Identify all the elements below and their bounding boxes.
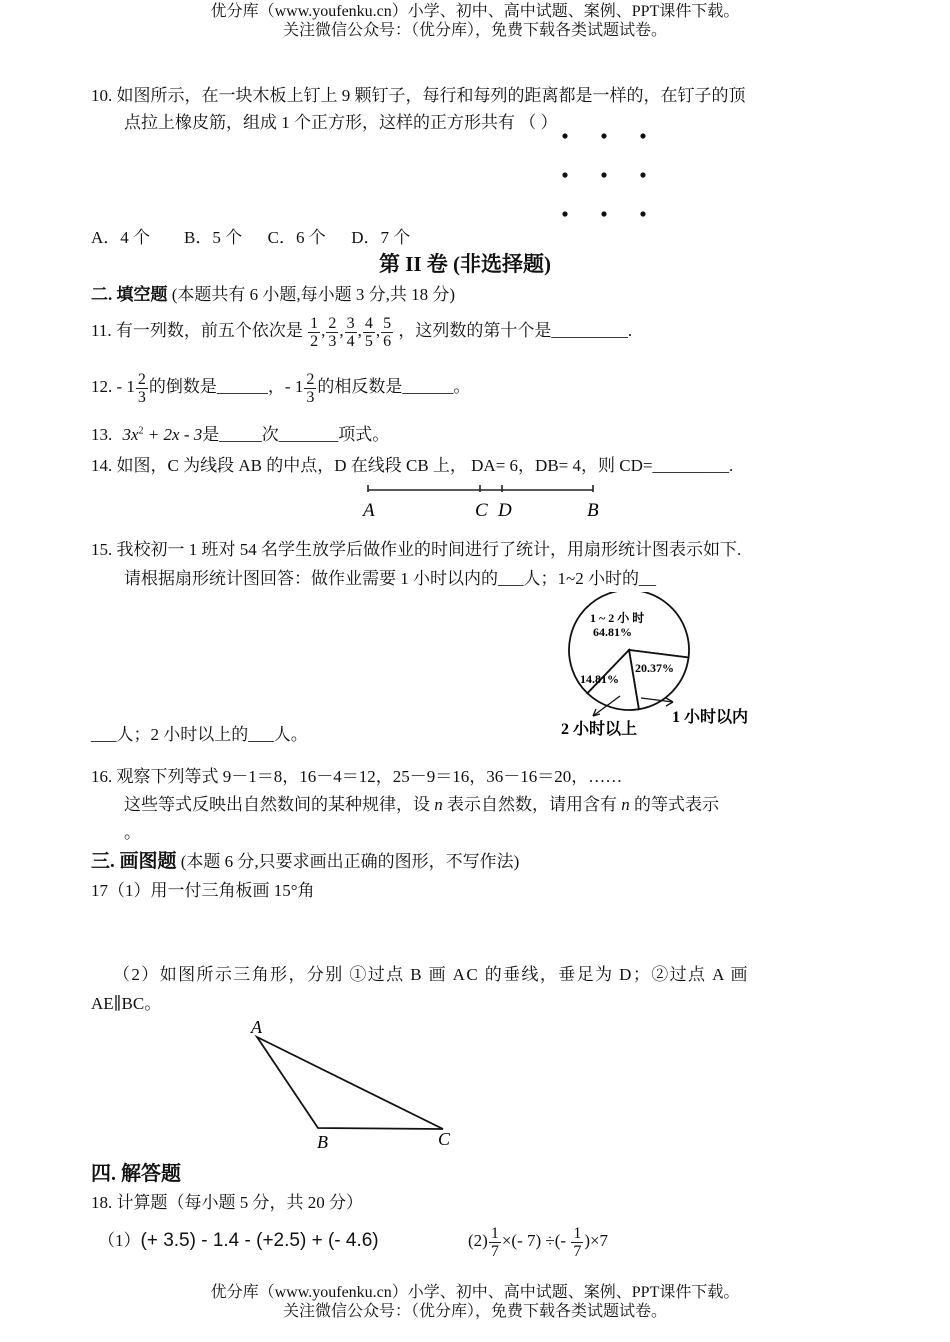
q13 (91, 420, 389, 445)
pie-group (569, 592, 689, 710)
q17-part-2-line-2: AE∥BC。 (91, 994, 162, 1013)
slice-label-1-2-hours: 1 ~ 2 小 时 (590, 611, 645, 625)
fraction-numerator: 5 (383, 314, 392, 332)
fraction-numerator: 2 (328, 314, 337, 332)
q18-p2-label: (2) (468, 1231, 488, 1250)
slice-value-under-1-hour: 20.37% (635, 661, 674, 675)
q18-p2-fraction-1 (489, 1225, 501, 1260)
vertex-label-b: B (317, 1132, 328, 1152)
slice-value-1-2-hours: 64.81% (593, 625, 632, 639)
legend-over-2-hours: 2 小时以上 (561, 721, 638, 738)
q11-suffix: ，这列数的第十个是_________. (398, 321, 633, 340)
section-2-heading (91, 280, 455, 305)
nail-dot (640, 172, 645, 177)
fraction-denominator: 3 (137, 388, 146, 406)
nail-dot (640, 133, 645, 138)
q11-fraction (381, 315, 393, 350)
q16-line-2c: 的等式表示 (629, 795, 719, 814)
q17-part-1: 17（1）用一付三角板画 15°角 (91, 881, 315, 900)
q11-fraction (345, 315, 357, 350)
q13-text: 是_____次_______项式。 (202, 425, 390, 444)
nail-dot (562, 172, 567, 177)
fraction-denominator: 6 (383, 332, 392, 350)
q17-part-2-line-1: （2）如图所示三角形，分别 ①过点 B 画 AC 的垂线，垂足为 D；②过点 A 画 (113, 965, 749, 984)
section-4-title: 四. 解答题 (91, 1163, 181, 1185)
fraction-denominator: 5 (364, 332, 373, 350)
q13-number: 13. (91, 425, 113, 444)
pie-chart (555, 592, 775, 740)
q11-prefix: 11. 有一列数，前五个依次是 (91, 321, 303, 340)
point-label-a: A (363, 500, 375, 521)
legend-under-1-hour: 1 小时以内 (672, 709, 749, 726)
fraction-numerator: 4 (364, 314, 373, 332)
footer-line-2: 关注微信公众号：（优分库），免费下载各类试题试卷。 (282, 1303, 667, 1320)
q12-prefix: 12. - 1 (91, 377, 135, 396)
q18-p2-mid: ×(- 7) ÷(- (501, 1231, 571, 1250)
q16-line-1: 16. 观察下列等式 9－1＝8，16－4＝12，25－9＝16，36－16＝20，…… (91, 767, 623, 786)
arrowhead-over-2-hours (593, 709, 600, 716)
q11-fraction (326, 315, 338, 350)
q16-var-n: n (621, 795, 630, 814)
q10-line-1: 10. 如图所示，在一块木板上钉上 9 颗钉子，每行和每列的距离都是一样的，在钉子的顶 (91, 86, 746, 105)
point-label-b: B (587, 500, 599, 521)
q11-fraction (363, 315, 375, 350)
q18-part-2 (468, 1218, 608, 1264)
triangle-figure (245, 1015, 465, 1155)
point-label-d: D (498, 500, 512, 521)
q12-mid: 的倒数是______，- 1 (148, 377, 304, 396)
fraction-denominator: 3 (306, 388, 315, 406)
q18-part-1 (98, 1218, 379, 1264)
q11-fraction (308, 315, 320, 350)
q16-line-2b: 表示自然数，请用含有 (442, 795, 622, 814)
fraction-denominator: 7 (573, 1242, 582, 1260)
vertex-label-a: A (251, 1017, 262, 1037)
nail-dot (601, 211, 606, 216)
q16-var-n: n (434, 795, 443, 814)
section-3-title: 三. 画图题 (91, 851, 177, 872)
triangle-abc (257, 1037, 443, 1129)
section-2-title: 二. 填空题 (91, 285, 168, 304)
q18-p2-fraction-2 (571, 1225, 583, 1260)
q16-line-2 (124, 790, 719, 815)
fraction-denominator: 7 (490, 1242, 499, 1260)
q16-line-2a: 这些等式反映出自然数间的某种规律，设 (124, 795, 435, 814)
fraction-denominator: 3 (328, 332, 337, 350)
q12-fraction-1 (136, 371, 148, 406)
q15-line-1: 15. 我校初一 1 班对 54 名学生放学后做作业的时间进行了统计，用扇形统计图表示如下. (91, 540, 742, 559)
q18-p2-end: )×7 (584, 1231, 609, 1250)
q11: 11. 有一列数，前五个依次是 $\frac{1}{2}$ , $\frac{2}{3}$ , $\frac{3}{4}$ , $\frac{4}{5}$ , $\frac{5}{6}$ ，这列数的第十个是_________. (91, 314, 633, 350)
fraction-numerator: 1 (573, 1224, 582, 1242)
q16-line-3: 。 (124, 823, 141, 842)
nail-dot (601, 172, 606, 177)
footer-line-1: 优分库（www.youfenku.cn）小学、初中、高中试题、案例、PPT课件下载。 (210, 1284, 740, 1301)
q15-line-3: ___人；2 小时以上的___人。 (91, 725, 308, 744)
q12-fraction-2 (304, 371, 316, 406)
q10-options: A．4 个 B．5 个 C．6 个 D．7 个 (91, 228, 411, 247)
header-line-2: 关注微信公众号：（优分库），免费下载各类试题试卷。 (282, 22, 667, 39)
fraction-denominator: 4 (346, 332, 355, 350)
section-2-desc: (本题共有 6 小题,每小题 3 分,共 18 分) (167, 285, 456, 304)
segment-figure (355, 480, 605, 522)
q10-line-2: 点拉上橡皮筋，组成 1 个正方形，这样的正方形共有 （ ） (124, 113, 558, 132)
q18-title: 18. 计算题（每小题 5 分，共 20 分） (91, 1193, 363, 1212)
nail-dot (601, 133, 606, 138)
nail-dot (562, 133, 567, 138)
q13-expr-a: 3x (122, 425, 139, 444)
q18-p1-label: （1） (98, 1231, 141, 1250)
fraction-numerator: 1 (490, 1224, 499, 1242)
q18-p1-expr: (+ 3.5) - 1.4 - (+2.5) + (- 4.6) (140, 1230, 379, 1251)
fraction-numerator: 1 (310, 314, 319, 332)
fraction-denominator: 2 (310, 332, 319, 350)
q15-line-2: 请根据扇形统计图回答：做作业需要 1 小时以内的___人；1~2 小时的__ (124, 569, 656, 588)
slice-value-over-2-hours: 14.81% (580, 672, 619, 686)
header-line-1: 优分库（www.youfenku.cn）小学、初中、高中试题、案例、PPT课件下载。 (210, 3, 740, 20)
point-label-c: C (475, 500, 488, 521)
nail-dot (640, 211, 645, 216)
q14-text: 14. 如图，C 为线段 AB 的中点，D 在线段 CB 上， DA= 6，DB= 4，则 CD=_________. (91, 456, 734, 475)
q12-suffix: 的相反数是______。 (317, 377, 471, 396)
q13-exponent: 2 (138, 425, 144, 437)
fraction-numerator: 2 (137, 370, 146, 388)
nail-grid-figure (550, 124, 660, 224)
q13-expr-b: + 2x - 3 (143, 425, 203, 444)
section-3-heading (91, 846, 519, 873)
part-2-title: 第 II 卷 (非选择题) (378, 252, 552, 276)
nail-dot (562, 211, 567, 216)
section-3-desc: (本题 6 分,只要求画出正确的图形，不写作法) (176, 852, 520, 871)
fraction-numerator: 3 (346, 314, 355, 332)
q12 (91, 364, 470, 410)
fraction-numerator: 2 (306, 370, 315, 388)
vertex-label-c: C (438, 1129, 451, 1149)
